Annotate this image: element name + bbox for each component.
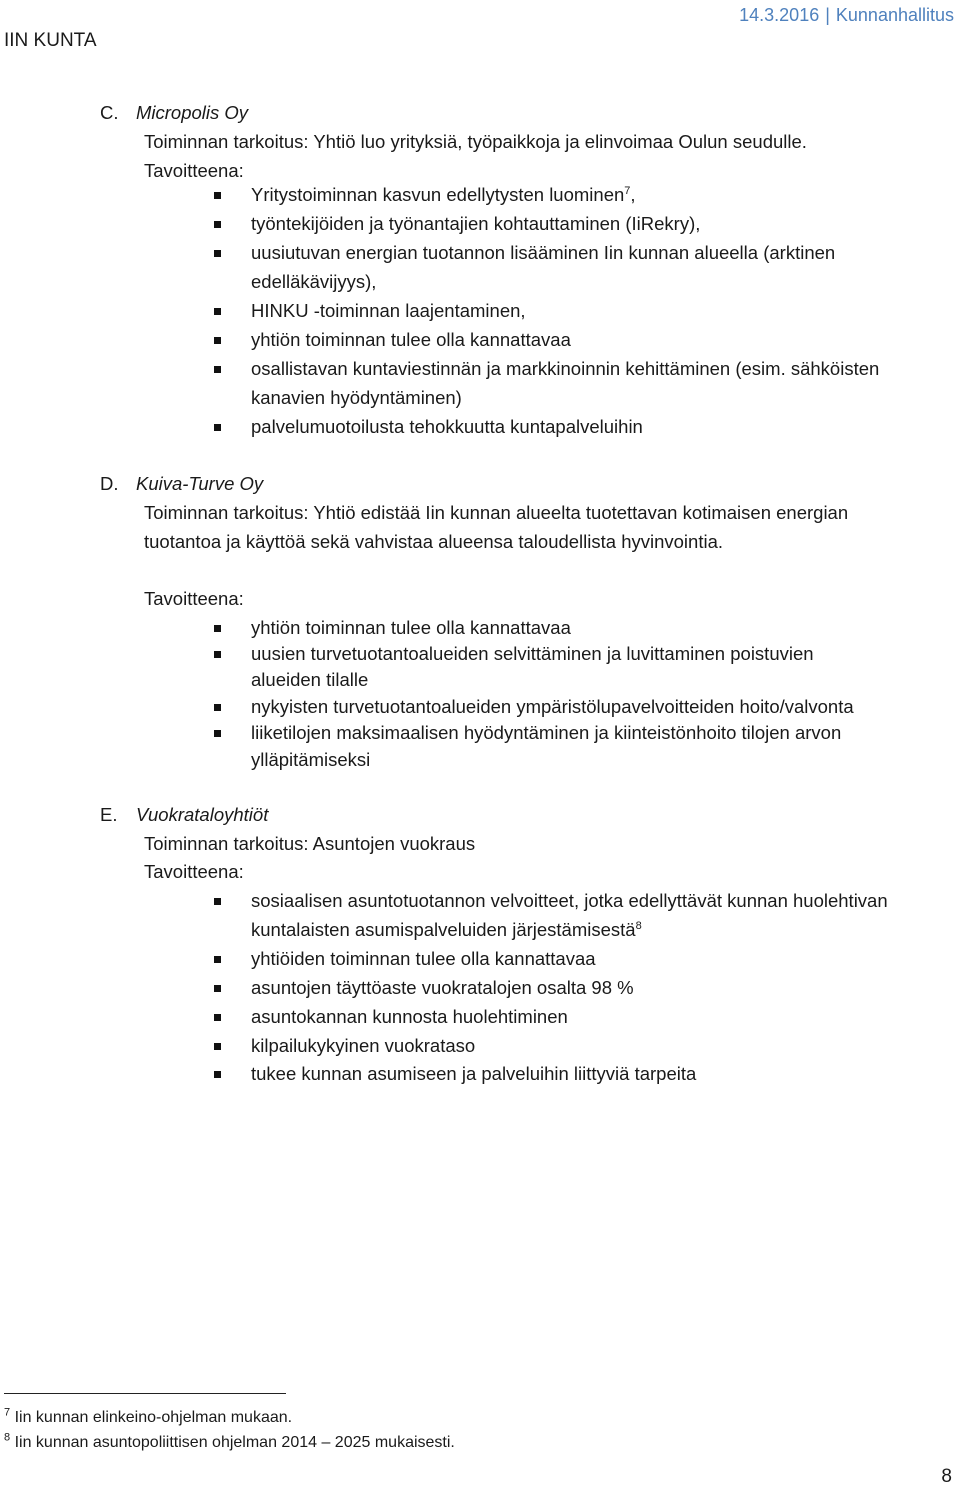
bullet-icon xyxy=(214,366,221,373)
section-e-goal-4: asuntokannan kunnosta huolehtiminen xyxy=(251,1006,568,1027)
footnote-7 xyxy=(4,1406,293,1427)
section-c-purpose: Toiminnan tarkoitus: Yhtiö luo yrityksiä, työpaikkoja ja elinvoimaa Oulun seudulle. xyxy=(144,131,807,152)
section-e-goal-3: asuntojen täyttöaste vuokratalojen osalta 98 % xyxy=(251,977,634,998)
bullet-icon xyxy=(214,337,221,344)
section-d-goal-1: yhtiön toiminnan tulee olla kannattavaa xyxy=(251,617,571,638)
section-e-goals-label: Tavoitteena: xyxy=(144,861,244,882)
section-d-purpose-1: Toiminnan tarkoitus: Yhtiö edistää Iin kunnan alueelta tuotettavan kotimaisen energian xyxy=(144,502,849,523)
section-c-goal-4: HINKU -toiminnan laajentaminen, xyxy=(251,300,526,321)
section-e-name: Vuokrataloyhtiöt xyxy=(136,804,269,825)
section-e-letter: E. xyxy=(100,804,118,825)
section-e-goal-5: kilpailukykyinen vuokrataso xyxy=(251,1035,476,1056)
section-c-goal-7: palvelumuotoilusta tehokkuutta kuntapalveluihin xyxy=(251,416,643,437)
section-c-heading xyxy=(100,103,248,123)
footnote-8-text: Iin kunnan asuntopoliittisen ohjelman 2014 – 2025 mukaisesti. xyxy=(14,1434,455,1451)
section-e-heading xyxy=(100,805,268,825)
page-number: 8 xyxy=(941,1466,952,1487)
section-d-goal-2-cont: alueiden tilalle xyxy=(251,669,369,690)
header-meta xyxy=(739,5,954,26)
header-separator: | xyxy=(825,5,830,25)
bullet-icon xyxy=(214,192,221,199)
section-d-goal-2: uusien turvetuotantoalueiden selvittäminen ja luvittaminen poistuvien xyxy=(251,643,814,664)
bullet-icon xyxy=(214,956,221,963)
section-c-goal-6: osallistavan kuntaviestinnän ja markkinoinnin kehittäminen (esim. sähköisten xyxy=(251,358,880,379)
bullet-icon xyxy=(214,1071,221,1078)
section-e-goal-1-cont-text: kuntalaisten asumispalveluiden järjestämisestä xyxy=(251,919,636,940)
section-d-letter: D. xyxy=(100,473,119,494)
section-d-name: Kuiva-Turve Oy xyxy=(136,473,264,494)
section-c-letter: C. xyxy=(100,102,119,123)
bullet-icon xyxy=(214,625,221,632)
header-board: Kunnanhallitus xyxy=(835,5,954,25)
footnote-divider xyxy=(4,1393,286,1394)
section-d-goal-4-cont: ylläpitämiseksi xyxy=(251,749,371,770)
section-c-goal-1-text: Yritystoiminnan kasvun edellytysten luominen xyxy=(251,184,625,205)
footnote-8-number: 8 xyxy=(4,1431,11,1444)
section-c-goal-3-cont: edelläkävijyys), xyxy=(251,271,377,292)
bullet-icon xyxy=(214,985,221,992)
bullet-icon xyxy=(214,898,221,905)
header-org: IIN KUNTA xyxy=(4,30,97,51)
section-e-goal-1-cont xyxy=(251,920,642,940)
footnote-7-number: 7 xyxy=(4,1406,11,1419)
section-c-goal-5: yhtiön toiminnan tulee olla kannattavaa xyxy=(251,329,571,350)
section-d-goal-3: nykyisten turvetuotantoalueiden ympäristölupavelvoitteiden hoito/valvonta xyxy=(251,696,854,717)
section-e-goal-1: sosiaalisen asuntotuotannon velvoitteet, jotka edellyttävät kunnan huolehtivan xyxy=(251,890,888,911)
footnote-ref-8: 8 xyxy=(635,919,642,932)
header-date: 14.3.2016 xyxy=(739,5,820,25)
bullet-icon xyxy=(214,250,221,257)
section-d-heading xyxy=(100,474,263,494)
section-c-goal-1-tail: , xyxy=(630,184,636,205)
bullet-icon xyxy=(214,1014,221,1021)
section-d-goal-4: liiketilojen maksimaalisen hyödyntäminen ja kiinteistönhoito tilojen arvon xyxy=(251,722,842,743)
section-c-goals-label: Tavoitteena: xyxy=(144,160,244,181)
section-d-purpose-2: tuotantoa ja käyttöä sekä vahvistaa alueensa taloudellista hyvinvointia. xyxy=(144,531,724,552)
bullet-icon xyxy=(214,704,221,711)
section-e-purpose: Toiminnan tarkoitus: Asuntojen vuokraus xyxy=(144,833,476,854)
bullet-icon xyxy=(214,1043,221,1050)
footnote-8 xyxy=(4,1431,455,1452)
section-d-goals-label: Tavoitteena: xyxy=(144,588,244,609)
bullet-icon xyxy=(214,221,221,228)
section-c-name: Micropolis Oy xyxy=(136,102,249,123)
section-c-goal-6-cont: kanavien hyödyntäminen) xyxy=(251,387,462,408)
footnote-ref-7: 7 xyxy=(624,184,631,197)
section-c-goal-1 xyxy=(251,185,636,205)
section-c-goal-3: uusiutuvan energian tuotannon lisääminen Iin kunnan alueella (arktinen xyxy=(251,242,836,263)
bullet-icon xyxy=(214,651,221,658)
section-e-goal-6: tukee kunnan asumiseen ja palveluihin liittyviä tarpeita xyxy=(251,1063,697,1084)
bullet-icon xyxy=(214,424,221,431)
footnote-7-text: Iin kunnan elinkeino-ohjelman mukaan. xyxy=(14,1409,293,1426)
section-e-goal-2: yhtiöiden toiminnan tulee olla kannattavaa xyxy=(251,948,596,969)
bullet-icon xyxy=(214,730,221,737)
section-c-goal-2: työntekijöiden ja työnantajien kohtauttaminen (IiRekry), xyxy=(251,213,701,234)
bullet-icon xyxy=(214,308,221,315)
